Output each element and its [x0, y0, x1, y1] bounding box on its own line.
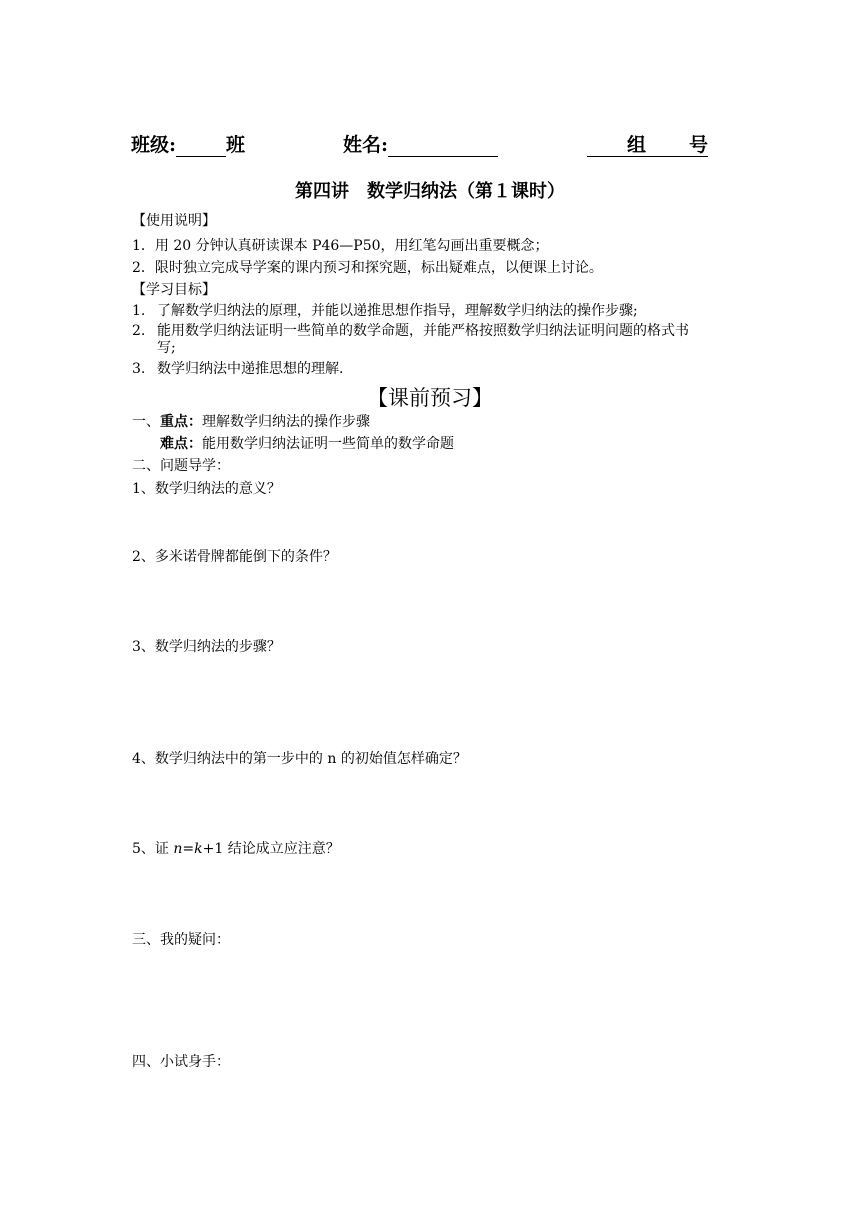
difficulty-line — [160, 435, 454, 453]
goal-text: 能用数学归纳法证明一些简单的数学命题，并能严格按照数学归纳法证明问题的格式书 — [157, 323, 689, 339]
difficulty-text: 能用数学归纳法证明一些简单的数学命题 — [202, 436, 454, 452]
goal-number: 1. — [132, 303, 146, 319]
group-field — [587, 130, 708, 157]
page-title: 第四讲 数学归纳法（第１课时） — [295, 181, 565, 202]
focus-label: 重点： — [160, 414, 202, 430]
equals-sign: = — [182, 841, 195, 857]
name-label: 姓名: — [343, 134, 389, 156]
question-item: 1、数学归纳法的意义？ — [132, 481, 281, 497]
class-suffix: 班 — [226, 134, 246, 156]
goal-text-continued: 写; — [157, 340, 176, 356]
goal-number: 3. — [132, 361, 146, 377]
class-label: 班级: — [131, 134, 177, 156]
difficulty-label: 难点： — [160, 436, 202, 452]
var-k: k — [194, 841, 203, 857]
usage-item: 1．用 20 分钟认真研读课本 P46—P50，用红笔勾画出重要概念； — [132, 238, 549, 254]
number-blank[interactable] — [646, 138, 689, 157]
usage-item: 2．限时独立完成导学案的课内预习和探究题，标出疑难点，以便课上讨论。 — [132, 260, 603, 276]
question-item: 4、数学归纳法中的第一步中的 n 的初始值怎样确定？ — [132, 751, 467, 767]
name-field — [343, 130, 498, 157]
goals-heading: 【学习目标】 — [132, 282, 216, 298]
class-field — [131, 130, 245, 157]
goal-text: 数学归纳法中递推思想的理解. — [157, 361, 344, 377]
group-label: 组 — [627, 134, 647, 156]
group-blank[interactable] — [587, 138, 627, 157]
doubts-heading: 三、我的疑问： — [132, 932, 230, 948]
focus-prefix: 一、 — [132, 414, 160, 430]
var-n: n — [173, 841, 183, 857]
question-item: 3、数学归纳法的步骤？ — [132, 639, 281, 655]
name-blank[interactable] — [388, 138, 498, 157]
focus-line — [132, 413, 370, 431]
guide-heading: 二、问题导学： — [132, 458, 230, 474]
focus-text: 理解数学归纳法的操作步骤 — [202, 414, 370, 430]
number-label: 号 — [689, 134, 709, 156]
question-item — [132, 840, 340, 858]
goal-number: 2. — [132, 323, 146, 339]
trial-heading: 四、小试身手： — [132, 1054, 230, 1070]
class-blank[interactable] — [176, 138, 226, 157]
preview-heading: 【课前预习】 — [367, 386, 493, 410]
question-rest: +1 结论成立应注意？ — [202, 841, 340, 857]
goal-text: 了解数学归纳法的原理，并能以递推思想作指导，理解数学归纳法的操作步骤; — [157, 303, 638, 319]
usage-heading: 【使用说明】 — [132, 213, 216, 229]
question-prefix: 5、证 — [132, 841, 174, 857]
question-item: 2、多米诺骨牌都能倒下的条件？ — [132, 549, 337, 565]
